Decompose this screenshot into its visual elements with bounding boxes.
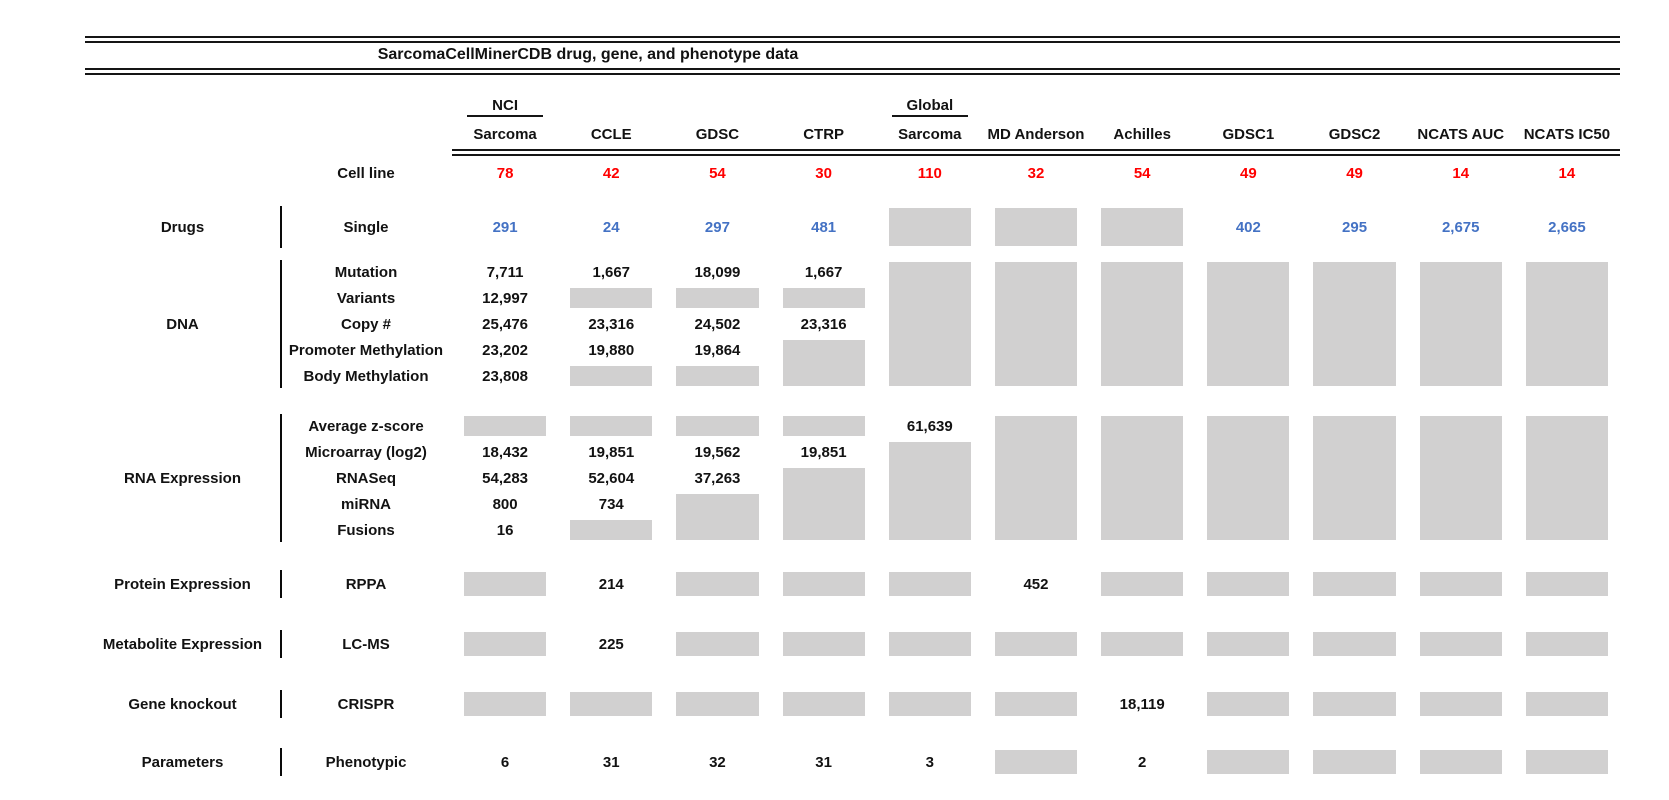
row-label: LC-MS (342, 635, 390, 653)
cell-value: 6 (500, 753, 510, 771)
cell-line-count: 14 (1558, 164, 1576, 182)
row-label: Promoter Methylation (288, 341, 444, 359)
data-cell (1514, 689, 1620, 719)
data-cell (771, 629, 877, 659)
data-cell (983, 689, 1089, 719)
data-cell (771, 689, 877, 719)
data-cell (1195, 569, 1301, 599)
data-cell (452, 569, 558, 599)
data-cell (558, 285, 664, 311)
cell-line-count: 78 (496, 164, 514, 182)
cell-value: 24,502 (694, 315, 741, 333)
data-cell (1301, 629, 1407, 659)
cell-value: 225 (598, 635, 624, 653)
data-cell (558, 517, 664, 543)
cell-line-count: 49 (1240, 164, 1257, 182)
no-data-box (676, 494, 758, 540)
data-cell (1089, 259, 1195, 389)
row-label: Copy # (340, 315, 391, 333)
no-data-box (889, 692, 971, 716)
data-cell (558, 689, 664, 719)
cell-value: 54,283 (482, 469, 529, 487)
no-data-box (1207, 572, 1289, 596)
no-data-box (1526, 632, 1608, 656)
cell-value: 61,639 (906, 417, 953, 435)
no-data-box (1313, 750, 1395, 774)
no-data-box (1420, 632, 1502, 656)
column-header: GDSC2 (1328, 125, 1381, 143)
no-data-box (889, 208, 971, 246)
no-data-box (570, 366, 652, 386)
no-data-box (783, 340, 865, 386)
no-data-box (783, 572, 865, 596)
data-cell (877, 439, 983, 543)
cell-value: 214 (598, 575, 624, 593)
data-cell (1514, 569, 1620, 599)
row-label: Fusions (337, 521, 395, 539)
data-cell (558, 363, 664, 389)
row-label: Single (343, 218, 389, 236)
data-cell (558, 413, 664, 439)
no-data-box (995, 262, 1077, 386)
data-cell (664, 285, 770, 311)
cell-line-count: 54 (709, 164, 726, 182)
data-cell (1408, 629, 1514, 659)
row-label: Microarray (log2) (305, 443, 427, 461)
cell-value: 24 (602, 218, 620, 236)
data-cell (877, 205, 983, 249)
category-label: Drugs (160, 218, 205, 236)
data-cell (1408, 413, 1514, 543)
column-header: GDSC (695, 125, 740, 143)
no-data-box (1526, 262, 1608, 386)
category-label: Protein Expression (114, 575, 251, 593)
data-cell (771, 285, 877, 311)
cell-value: 18,099 (694, 263, 741, 281)
no-data-box (783, 692, 865, 716)
no-data-box (995, 632, 1077, 656)
cell-value: 37,263 (694, 469, 741, 487)
column-header: MD Anderson (987, 125, 1085, 143)
cell-value: 295 (1342, 218, 1368, 236)
data-cell (1301, 747, 1407, 777)
cell-value: 402 (1235, 218, 1261, 236)
data-cell (664, 413, 770, 439)
data-cell (452, 413, 558, 439)
cell-value: 19,851 (800, 443, 847, 461)
table-title: SarcomaCellMinerCDB drug, gene, and phenotype data (377, 46, 799, 63)
data-cell (664, 629, 770, 659)
cell-value: 297 (704, 218, 730, 236)
no-data-box (464, 692, 546, 716)
data-cell (983, 259, 1089, 389)
cell-value: 2,675 (1441, 218, 1480, 236)
no-data-box (1313, 572, 1395, 596)
data-cell (1089, 205, 1195, 249)
no-data-box (889, 442, 971, 540)
cell-value: 452 (1023, 575, 1049, 593)
data-cell (452, 689, 558, 719)
cell-value: 12,997 (482, 289, 529, 307)
no-data-box (570, 288, 652, 308)
cell-value: 18,119 (1119, 695, 1165, 713)
data-cell (877, 259, 983, 389)
no-data-box (1207, 750, 1289, 774)
data-cell (771, 337, 877, 389)
no-data-box (570, 520, 652, 540)
column-header: NCATS IC50 (1523, 125, 1611, 143)
data-cell (664, 689, 770, 719)
cell-value: 19,864 (694, 341, 741, 359)
row-label: miRNA (340, 495, 391, 513)
cell-value: 23,808 (482, 367, 529, 385)
data-cell (983, 413, 1089, 543)
data-cell (877, 689, 983, 719)
no-data-box (676, 416, 758, 436)
column-group-underline: Global (892, 97, 968, 117)
data-cell (877, 629, 983, 659)
no-data-box (1207, 262, 1289, 386)
data-cell (1408, 747, 1514, 777)
cell-value: 19,880 (588, 341, 635, 359)
cell-value: 481 (811, 218, 837, 236)
cell-line-count: 49 (1346, 164, 1363, 182)
no-data-box (889, 572, 971, 596)
column-header: Achilles (1113, 125, 1171, 143)
cell-value: 1,667 (592, 263, 631, 281)
no-data-box (1420, 416, 1502, 540)
column-header: CTRP (803, 125, 845, 143)
no-data-box (1420, 572, 1502, 596)
data-cell (1301, 259, 1407, 389)
data-cell (1408, 689, 1514, 719)
no-data-box (1101, 572, 1183, 596)
cell-value: 2,665 (1548, 218, 1586, 236)
cell-value: 23,202 (482, 341, 529, 359)
cell-value: 2 (1138, 753, 1147, 771)
data-cell (1408, 259, 1514, 389)
no-data-box (676, 632, 758, 656)
no-data-box (1207, 692, 1289, 716)
cell-value: 23,316 (588, 315, 635, 333)
cell-value: 31 (815, 753, 832, 771)
row-label: Phenotypic (325, 753, 407, 771)
cell-line-count: 32 (1027, 164, 1045, 182)
data-cell (1301, 569, 1407, 599)
no-data-box (1526, 416, 1608, 540)
column-group-label (877, 93, 983, 121)
data-cell (1195, 629, 1301, 659)
data-cell (771, 569, 877, 599)
no-data-box (1207, 632, 1289, 656)
column-header: Sarcoma (898, 125, 962, 143)
cell-value: 19,562 (694, 443, 741, 461)
data-cell (1408, 569, 1514, 599)
data-cell (1514, 413, 1620, 543)
no-data-box (1101, 262, 1183, 386)
row-label: RNASeq (335, 469, 396, 487)
column-header: Sarcoma (473, 125, 537, 143)
no-data-box (995, 692, 1077, 716)
no-data-box (676, 288, 758, 308)
no-data-box (676, 366, 758, 386)
no-data-box (783, 632, 865, 656)
cell-line-count: 30 (815, 164, 832, 182)
cell-line-label: Cell line (337, 164, 395, 182)
row-label: Average z-score (308, 417, 424, 435)
no-data-box (1420, 692, 1502, 716)
column-group-underline: NCI (467, 97, 543, 117)
data-cell (664, 569, 770, 599)
no-data-box (1420, 750, 1502, 774)
cell-value: 1,667 (804, 263, 843, 281)
cell-value: 800 (492, 495, 518, 513)
cell-value: 7,711 (486, 263, 524, 281)
cell-line-count: 54 (1133, 164, 1151, 182)
no-data-box (783, 416, 865, 436)
no-data-box (995, 416, 1077, 540)
category-label: DNA (166, 315, 199, 333)
no-data-box (464, 632, 546, 656)
no-data-box (1313, 416, 1395, 540)
column-header: CCLE (590, 125, 632, 143)
data-cell (1514, 259, 1620, 389)
no-data-box (1101, 632, 1183, 656)
no-data-box (889, 262, 971, 386)
data-cell (1195, 747, 1301, 777)
cell-value: 32 (709, 753, 726, 771)
row-label: Variants (336, 289, 396, 307)
data-cell (1301, 689, 1407, 719)
data-cell (983, 629, 1089, 659)
cell-value: 23,316 (800, 315, 847, 333)
figure-table (85, 0, 1620, 777)
no-data-box (995, 208, 1077, 246)
cell-value: 291 (492, 218, 518, 236)
cell-value: 25,476 (482, 315, 529, 333)
column-header: NCATS AUC (1417, 125, 1505, 143)
cell-value: 16 (496, 521, 514, 539)
cell-line-count: 14 (1452, 164, 1470, 182)
no-data-box (1420, 262, 1502, 386)
data-cell (771, 413, 877, 439)
category-label: Parameters (141, 753, 224, 771)
no-data-box (1313, 692, 1395, 716)
data-table (85, 93, 1620, 777)
no-data-box (995, 750, 1077, 774)
row-label: Body Methylation (303, 367, 429, 385)
no-data-box (783, 288, 865, 308)
no-data-box (1101, 416, 1183, 540)
data-cell (877, 569, 983, 599)
data-cell (664, 491, 770, 543)
data-cell (1514, 747, 1620, 777)
data-cell (452, 629, 558, 659)
data-cell (1089, 413, 1195, 543)
no-data-box (889, 632, 971, 656)
no-data-box (676, 692, 758, 716)
data-cell (1089, 569, 1195, 599)
cell-value: 19,851 (588, 443, 635, 461)
data-cell (1514, 629, 1620, 659)
no-data-box (1101, 208, 1183, 246)
no-data-box (1526, 750, 1608, 774)
cell-value: 3 (925, 753, 934, 771)
cell-value: 31 (602, 753, 620, 771)
cell-line-count: 42 (602, 164, 620, 182)
title-bottom-rule (85, 68, 1620, 75)
data-cell (771, 465, 877, 543)
row-label: Mutation (334, 263, 398, 281)
data-cell (983, 205, 1089, 249)
row-label: RPPA (345, 575, 387, 593)
no-data-box (676, 572, 758, 596)
no-data-box (783, 468, 865, 540)
no-data-box (1207, 416, 1289, 540)
category-label: Metabolite Expression (102, 635, 263, 653)
no-data-box (1526, 692, 1608, 716)
data-cell (1195, 259, 1301, 389)
top-rule (85, 36, 1620, 43)
cell-line-count: 110 (917, 164, 942, 182)
data-cell (1195, 689, 1301, 719)
cell-value: 18,432 (482, 443, 529, 461)
data-cell (664, 363, 770, 389)
column-header: GDSC1 (1222, 125, 1275, 143)
no-data-box (1526, 572, 1608, 596)
data-cell (983, 747, 1089, 777)
no-data-box (1313, 632, 1395, 656)
no-data-box (1313, 262, 1395, 386)
column-group-label (452, 93, 558, 121)
header-rule (452, 149, 1620, 156)
row-label: CRISPR (337, 695, 395, 713)
category-label: RNA Expression (124, 469, 241, 487)
cell-value: 52,604 (588, 469, 635, 487)
no-data-box (464, 572, 546, 596)
no-data-box (464, 416, 546, 436)
data-cell (1301, 413, 1407, 543)
data-cell (1089, 629, 1195, 659)
no-data-box (570, 692, 652, 716)
data-cell (1195, 413, 1301, 543)
no-data-box (570, 416, 652, 436)
cell-value: 734 (598, 495, 624, 513)
category-label: Gene knockout (128, 695, 237, 713)
